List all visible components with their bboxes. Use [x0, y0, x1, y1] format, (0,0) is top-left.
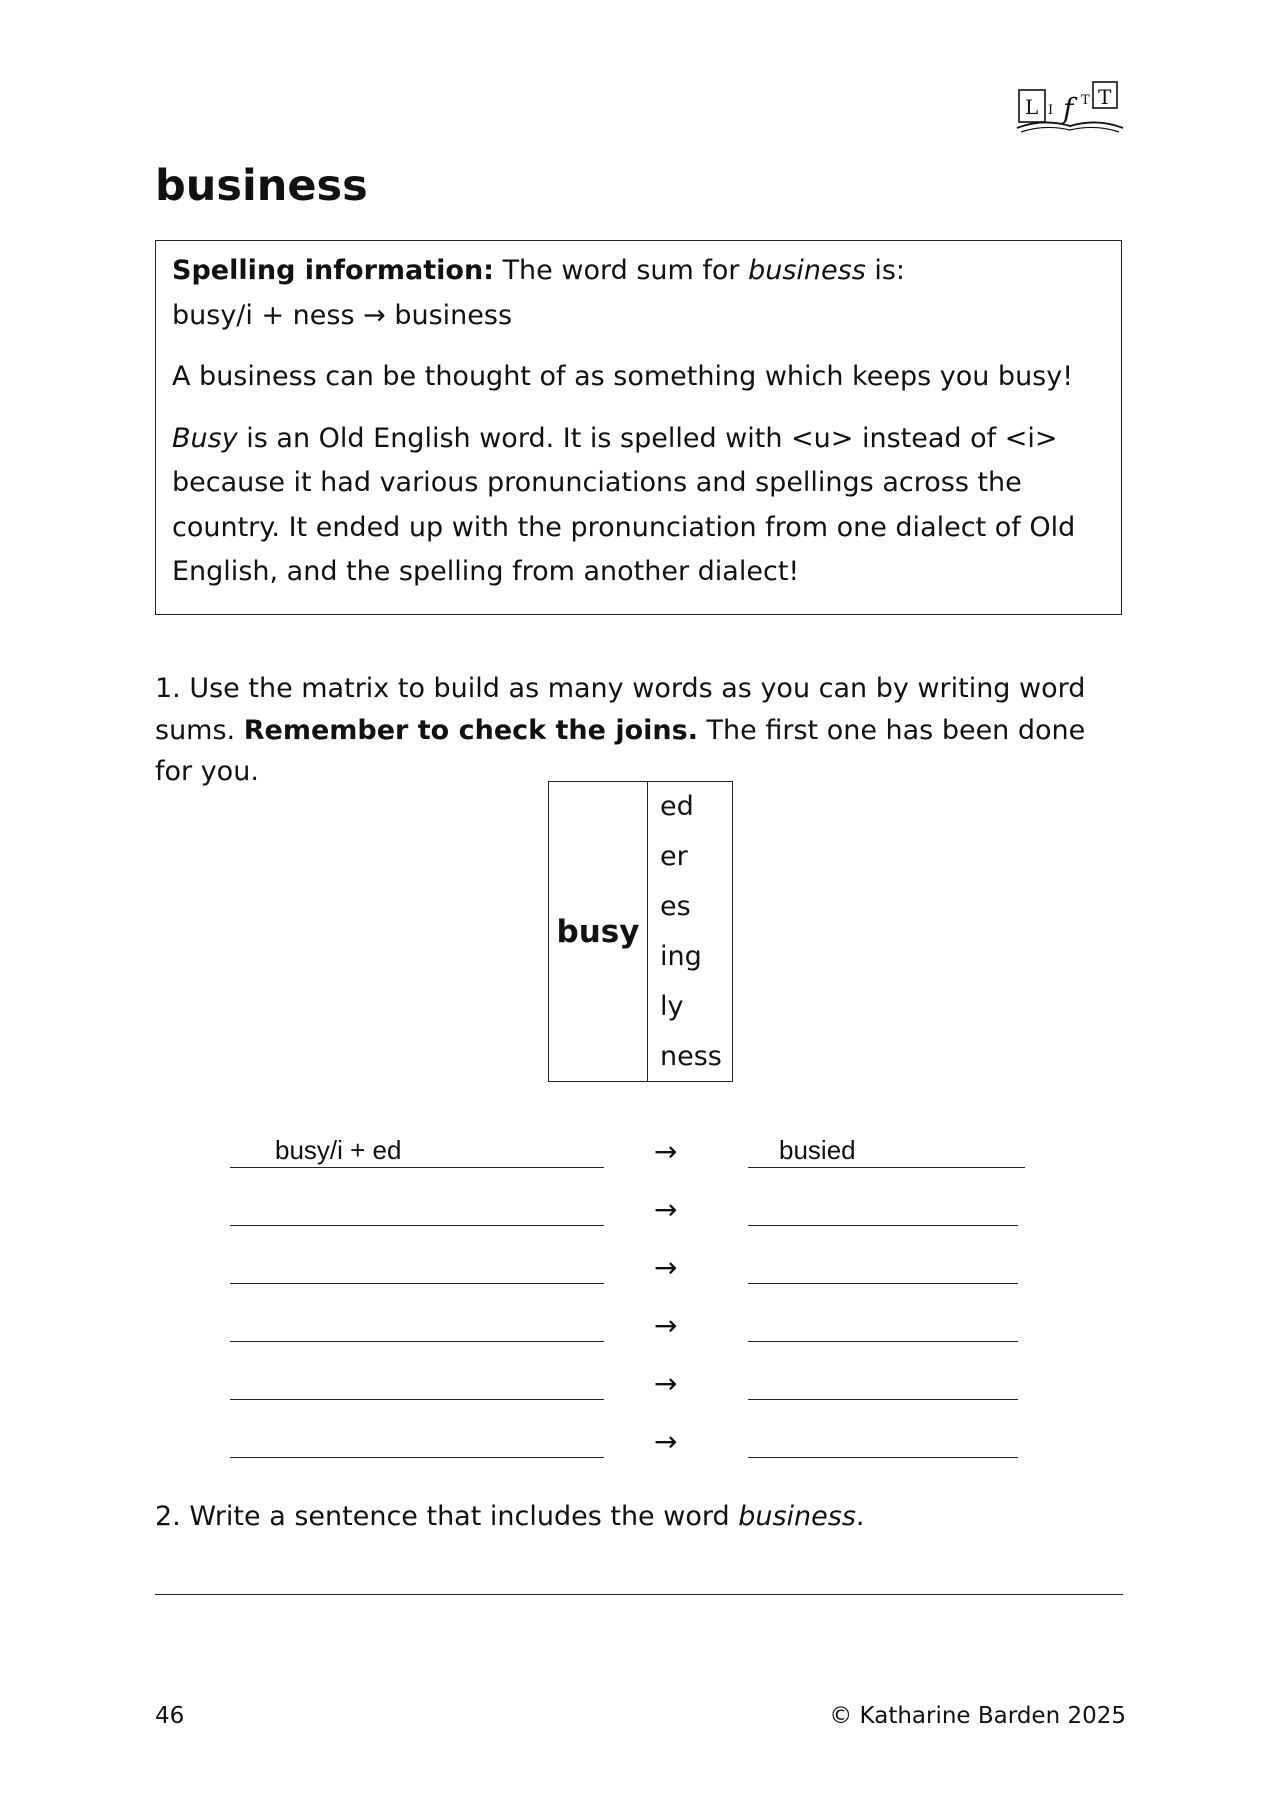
- word-sum-example: busy/i + ness → business: [172, 299, 513, 331]
- word-sum-input[interactable]: [230, 1305, 604, 1342]
- right-arrow-icon: →: [654, 1309, 678, 1342]
- matrix-suffix-list: [660, 782, 722, 1082]
- matrix-suffix: ed: [660, 791, 694, 822]
- info-paragraph-2-word: Busy: [172, 422, 238, 454]
- word-sum-input[interactable]: [230, 1247, 604, 1284]
- question-1: [155, 668, 1115, 793]
- word-sum-row: [230, 1294, 1025, 1342]
- matrix-suffix: ly: [660, 991, 684, 1022]
- copyright-notice: © Katharine Barden 2025: [829, 1703, 1126, 1729]
- word-sum-row: [230, 1120, 1025, 1168]
- spelling-info-text: The word sum for: [493, 255, 749, 286]
- svg-text:T: T: [1098, 85, 1112, 109]
- word-sum-row: [230, 1236, 1025, 1284]
- spelling-info-word: business: [748, 255, 866, 286]
- page-number: 46: [155, 1703, 185, 1729]
- right-arrow-icon: →: [654, 1425, 678, 1458]
- word-sum-input[interactable]: [230, 1421, 604, 1458]
- word-result-input[interactable]: [748, 1131, 1025, 1168]
- word-result-text: busied: [779, 1135, 856, 1165]
- question-1-suffix: The first one has been done for you.: [155, 714, 1086, 787]
- right-arrow-icon: →: [654, 1367, 678, 1400]
- lift-logo: [1015, 80, 1125, 140]
- spelling-info-label: Spelling information:: [172, 255, 494, 286]
- question-2-word: business: [738, 1501, 856, 1532]
- svg-text:T: T: [1081, 93, 1090, 108]
- right-arrow-icon: →: [654, 1251, 678, 1284]
- word-result-input[interactable]: [748, 1363, 1018, 1400]
- svg-text:I: I: [1048, 103, 1054, 118]
- matrix-base: busy: [549, 782, 648, 1081]
- word-result-input[interactable]: [748, 1421, 1018, 1458]
- word-sum-text: busy/i + ed: [275, 1135, 402, 1165]
- spelling-info-box: [155, 240, 1122, 615]
- info-paragraph-2-text: is an Old English word. It is spelled with <u> instead of <i> because it had various pronunciations and spellings across the country. It ended up with the pronunciation from one dialect of Old English, and the spelling from another dialect!: [172, 422, 1076, 587]
- matrix-suffix: es: [660, 891, 691, 922]
- word-sum-row: [230, 1410, 1025, 1458]
- word-result-input[interactable]: [748, 1189, 1018, 1226]
- svg-text:L: L: [1025, 95, 1039, 119]
- spelling-info-text-end: is:: [865, 255, 906, 286]
- question-1-bold: Remember to check the joins.: [243, 714, 698, 746]
- info-paragraph-2: [172, 417, 1103, 595]
- word-sum-input[interactable]: [230, 1131, 604, 1168]
- info-paragraph-1: A business can be thought of as something which keeps you busy!: [172, 361, 1074, 392]
- matrix-suffix: er: [660, 841, 688, 872]
- word-matrix: [548, 781, 733, 1082]
- matrix-suffix: ness: [660, 1041, 722, 1072]
- matrix-suffix: ing: [660, 941, 702, 972]
- spelling-info-line: [172, 249, 1103, 294]
- sentence-answer-line[interactable]: [155, 1594, 1123, 1595]
- svg-text:f: f: [1063, 92, 1074, 125]
- word-sum-row: [230, 1178, 1025, 1226]
- word-result-input[interactable]: [748, 1305, 1018, 1342]
- word-sum-input[interactable]: [230, 1189, 604, 1226]
- right-arrow-icon: →: [654, 1135, 678, 1168]
- question-1-prefix: 1. Use the matrix to build as many words as you can by writing word sums.: [155, 673, 1086, 746]
- question-2-prefix: 2. Write a sentence that includes the word: [155, 1501, 739, 1532]
- page-title: business: [155, 161, 368, 211]
- word-result-input[interactable]: [748, 1247, 1018, 1284]
- right-arrow-icon: →: [654, 1193, 678, 1226]
- word-sum-row: [230, 1352, 1025, 1400]
- question-2: [155, 1497, 864, 1537]
- word-sum-input[interactable]: [230, 1363, 604, 1400]
- question-2-suffix: .: [855, 1501, 865, 1532]
